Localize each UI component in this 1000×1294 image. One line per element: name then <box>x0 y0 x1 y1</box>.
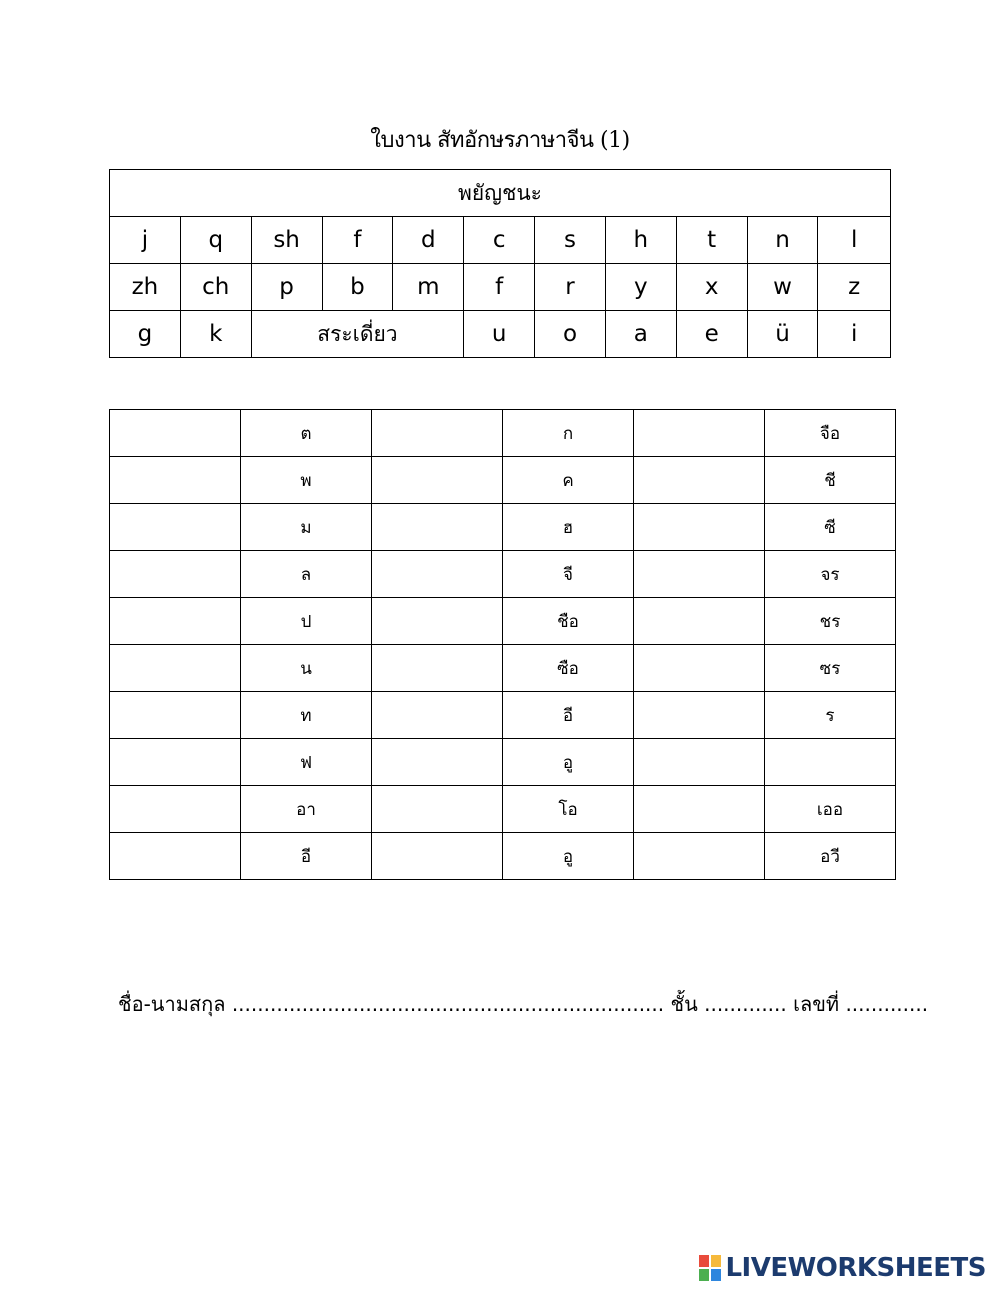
thai-sound-cell: จี <box>503 551 634 598</box>
answer-input-cell[interactable] <box>634 410 765 457</box>
pinyin-row-2 <box>110 264 891 311</box>
single-vowels-label: สระเดี่ยว <box>251 311 464 358</box>
pinyin-row-1 <box>110 217 891 264</box>
answer-input-cell[interactable] <box>110 598 241 645</box>
answer-input-cell[interactable] <box>634 739 765 786</box>
thai-sound-cell: ล <box>241 551 372 598</box>
thai-sound-cell: ค <box>503 457 634 504</box>
pinyin-header-row <box>110 170 891 217</box>
answer-input-cell[interactable] <box>110 504 241 551</box>
thai-sound-cell: อา <box>241 786 372 833</box>
class-blank[interactable]: ............. <box>704 992 787 1016</box>
thai-sound-cell: พ <box>241 457 372 504</box>
answer-input-cell[interactable] <box>110 410 241 457</box>
pinyin-cell: u <box>464 311 535 358</box>
answer-input-cell[interactable] <box>372 551 503 598</box>
answer-input-cell[interactable] <box>372 833 503 880</box>
logo-square <box>699 1255 709 1267</box>
logo-square <box>711 1255 721 1267</box>
answer-row <box>110 410 896 457</box>
answer-input-cell[interactable] <box>634 598 765 645</box>
pinyin-cell: a <box>605 311 676 358</box>
answer-row <box>110 739 896 786</box>
liveworksheets-logo-icon <box>699 1255 721 1281</box>
answer-row <box>110 645 896 692</box>
number-label: เลขที่ <box>793 992 840 1016</box>
pinyin-cell: n <box>747 217 818 264</box>
pinyin-cell: b <box>322 264 393 311</box>
pinyin-cell: j <box>110 217 181 264</box>
answer-input-cell[interactable] <box>372 645 503 692</box>
pinyin-cell: f <box>322 217 393 264</box>
pinyin-cell: g <box>110 311 181 358</box>
thai-sound-cell: ชี <box>765 457 896 504</box>
pinyin-cell: q <box>180 217 251 264</box>
answer-input-cell[interactable] <box>110 786 241 833</box>
number-blank[interactable]: ............. <box>845 992 929 1016</box>
answer-input-cell[interactable] <box>372 786 503 833</box>
answer-input-cell[interactable] <box>634 786 765 833</box>
thai-sound-cell <box>765 739 896 786</box>
answer-input-cell[interactable] <box>634 833 765 880</box>
thai-sound-cell: ซร <box>765 645 896 692</box>
pinyin-cell: w <box>747 264 818 311</box>
brand-name: LIVEWORKSHEETS <box>725 1253 986 1283</box>
answer-row <box>110 692 896 739</box>
pinyin-cell: zh <box>110 264 181 311</box>
answer-input-cell[interactable] <box>634 457 765 504</box>
pinyin-cell: x <box>676 264 747 311</box>
pinyin-cell: k <box>180 311 251 358</box>
thai-sound-cell: อี <box>241 833 372 880</box>
pinyin-cell: s <box>535 217 606 264</box>
thai-sound-cell: น <box>241 645 372 692</box>
answer-row <box>110 551 896 598</box>
pinyin-cell: d <box>393 217 464 264</box>
thai-sound-cell: ป <box>241 598 372 645</box>
pinyin-table <box>109 169 891 358</box>
pinyin-row-3 <box>110 311 891 358</box>
answer-input-cell[interactable] <box>110 645 241 692</box>
thai-sound-cell: ฮ <box>503 504 634 551</box>
pinyin-cell: p <box>251 264 322 311</box>
student-info-line <box>118 988 928 1020</box>
thai-sound-cell: ชือ <box>503 598 634 645</box>
thai-sound-cell: เออ <box>765 786 896 833</box>
thai-sound-cell: ซือ <box>503 645 634 692</box>
answer-input-cell[interactable] <box>110 457 241 504</box>
pinyin-cell: e <box>676 311 747 358</box>
pinyin-cell: ch <box>180 264 251 311</box>
worksheet-title: ใบงาน สัทอักษรภาษาจีน (1) <box>370 128 630 153</box>
thai-sound-cell: อวี <box>765 833 896 880</box>
pinyin-cell: c <box>464 217 535 264</box>
pinyin-cell: ü <box>747 311 818 358</box>
pinyin-cell: y <box>605 264 676 311</box>
answer-input-cell[interactable] <box>634 504 765 551</box>
pinyin-cell: h <box>605 217 676 264</box>
answer-input-cell[interactable] <box>110 551 241 598</box>
thai-sound-cell: ต <box>241 410 372 457</box>
answer-input-cell[interactable] <box>372 598 503 645</box>
answer-input-cell[interactable] <box>372 410 503 457</box>
pinyin-cell: z <box>818 264 891 311</box>
logo-square <box>699 1269 709 1281</box>
thai-sound-cell: ชร <box>765 598 896 645</box>
pinyin-cell: l <box>818 217 891 264</box>
answer-input-cell[interactable] <box>634 551 765 598</box>
pinyin-cell: sh <box>251 217 322 264</box>
pinyin-cell: o <box>535 311 606 358</box>
answer-input-cell[interactable] <box>372 692 503 739</box>
thai-sound-cell: ร <box>765 692 896 739</box>
thai-sound-cell: ท <box>241 692 372 739</box>
thai-sound-cell: จือ <box>765 410 896 457</box>
answer-row <box>110 833 896 880</box>
answer-input-cell[interactable] <box>110 833 241 880</box>
thai-sound-cell: อู <box>503 739 634 786</box>
answer-input-cell[interactable] <box>110 739 241 786</box>
answer-row <box>110 457 896 504</box>
answer-input-cell[interactable] <box>372 504 503 551</box>
thai-sound-cell: จร <box>765 551 896 598</box>
class-label: ชั้น <box>670 992 698 1016</box>
liveworksheets-brand <box>699 1253 986 1283</box>
pinyin-cell: i <box>818 311 891 358</box>
thai-sound-cell: อี <box>503 692 634 739</box>
thai-sound-cell: ก <box>503 410 634 457</box>
thai-sound-cell: ซี <box>765 504 896 551</box>
answer-table <box>109 409 896 880</box>
name-blank[interactable]: .................................................................... <box>231 992 665 1016</box>
pinyin-cell: m <box>393 264 464 311</box>
thai-sound-cell: โอ <box>503 786 634 833</box>
thai-sound-cell: ม <box>241 504 372 551</box>
answer-input-cell[interactable] <box>372 457 503 504</box>
answer-input-cell[interactable] <box>110 692 241 739</box>
pinyin-cell: f <box>464 264 535 311</box>
pinyin-cell: t <box>676 217 747 264</box>
thai-sound-cell: ฟ <box>241 739 372 786</box>
thai-sound-cell: อู <box>503 833 634 880</box>
answer-input-cell[interactable] <box>372 739 503 786</box>
pinyin-cell: r <box>535 264 606 311</box>
consonants-header: พยัญชนะ <box>110 170 891 217</box>
name-label: ชื่อ-นามสกุล <box>118 992 226 1016</box>
answer-input-cell[interactable] <box>634 645 765 692</box>
answer-input-cell[interactable] <box>634 692 765 739</box>
logo-square <box>711 1269 721 1281</box>
answer-row <box>110 786 896 833</box>
answer-row <box>110 598 896 645</box>
answer-row <box>110 504 896 551</box>
